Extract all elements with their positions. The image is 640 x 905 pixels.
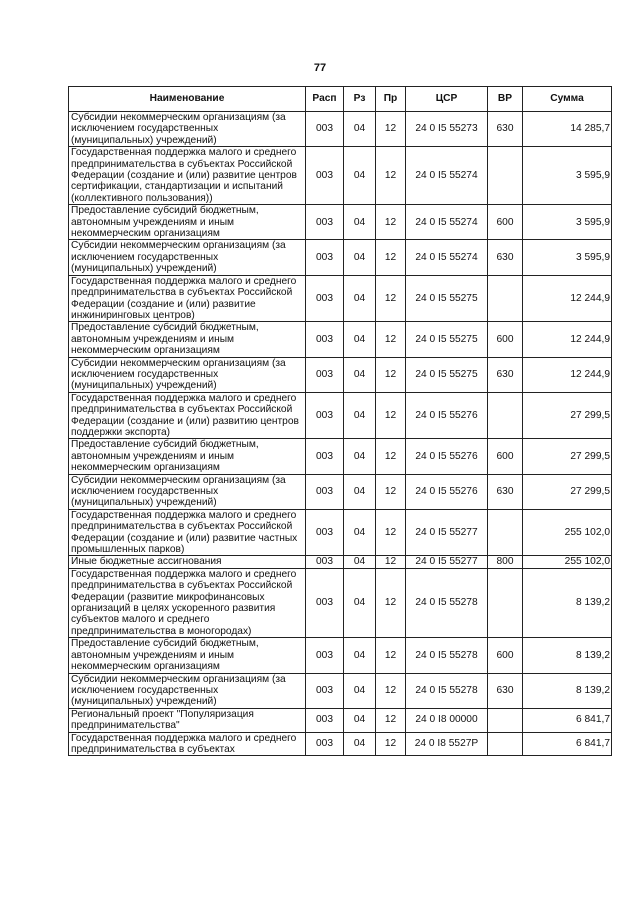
budget-allocation-table: [68, 86, 612, 756]
cell-vr: [488, 275, 523, 322]
cell-pr: 12: [376, 568, 406, 637]
cell-vr: 630: [488, 112, 523, 147]
cell-name: Субсидии некоммерческим организациям (за исключением государственных (муниципальных) учреждений): [69, 474, 306, 509]
cell-summa: 27 299,5: [523, 474, 612, 509]
cell-summa: 3 595,9: [523, 147, 612, 205]
cell-summa: 6 841,7: [523, 708, 612, 732]
cell-summa: 6 841,7: [523, 732, 612, 756]
cell-rz: 04: [344, 568, 376, 637]
cell-summa: 27 299,5: [523, 439, 612, 474]
cell-pr: 12: [376, 732, 406, 756]
cell-pr: 12: [376, 112, 406, 147]
cell-rz: 04: [344, 509, 376, 556]
cell-name: Государственная поддержка малого и среднего предпринимательства в субъектах Российской Федерации (создание и (или) развитию центров поддержки экспорта): [69, 392, 306, 439]
cell-csr: 24 0 I5 55277: [406, 556, 488, 568]
cell-vr: 630: [488, 357, 523, 392]
cell-vr: 630: [488, 673, 523, 708]
cell-rasp: 003: [306, 474, 344, 509]
cell-pr: 12: [376, 509, 406, 556]
table-row: [69, 474, 612, 509]
cell-name: Предоставление субсидий бюджетным, автономным учреждениям и иным некоммерческим организациям: [69, 638, 306, 673]
cell-csr: 24 0 I5 55274: [406, 147, 488, 205]
cell-vr: [488, 732, 523, 756]
table-row: [69, 439, 612, 474]
cell-name: Субсидии некоммерческим организациям (за исключением государственных (муниципальных) учреждений): [69, 240, 306, 275]
cell-rz: 04: [344, 708, 376, 732]
cell-name: Государственная поддержка малого и среднего предпринимательства в субъектах Российской Федерации (создание и (или) развитие частных промышленных парков): [69, 509, 306, 556]
cell-pr: 12: [376, 708, 406, 732]
table-row: [69, 673, 612, 708]
cell-csr: 24 0 I5 55276: [406, 474, 488, 509]
cell-csr: 24 0 I5 55274: [406, 205, 488, 240]
table-row: [69, 240, 612, 275]
cell-rasp: 003: [306, 708, 344, 732]
table-row: [69, 732, 612, 756]
cell-summa: 255 102,0: [523, 556, 612, 568]
cell-rasp: 003: [306, 205, 344, 240]
cell-rasp: 003: [306, 439, 344, 474]
cell-rz: 04: [344, 474, 376, 509]
cell-vr: 600: [488, 322, 523, 357]
cell-csr: 24 0 I5 55276: [406, 392, 488, 439]
cell-name: Предоставление субсидий бюджетным, автономным учреждениям и иным некоммерческим организациям: [69, 322, 306, 357]
cell-name: Государственная поддержка малого и среднего предпринимательства в субъектах Российской Федерации (развитие микрофинансовых организаций в целях ускоренного развития субъектов малого и среднего предпринимательства в моногородах): [69, 568, 306, 637]
cell-pr: 12: [376, 147, 406, 205]
cell-vr: 600: [488, 205, 523, 240]
cell-vr: [488, 708, 523, 732]
header-summa: Сумма: [523, 87, 612, 112]
cell-name: Субсидии некоммерческим организациям (за исключением государственных (муниципальных) учреждений): [69, 112, 306, 147]
cell-csr: 24 0 I5 55276: [406, 439, 488, 474]
table-row: [69, 322, 612, 357]
cell-rasp: 003: [306, 322, 344, 357]
cell-vr: [488, 392, 523, 439]
cell-rasp: 003: [306, 275, 344, 322]
cell-rz: 04: [344, 556, 376, 568]
cell-csr: 24 0 I8 5527P: [406, 732, 488, 756]
cell-rasp: 003: [306, 240, 344, 275]
cell-vr: 600: [488, 439, 523, 474]
cell-summa: 3 595,9: [523, 205, 612, 240]
cell-rasp: 003: [306, 732, 344, 756]
cell-summa: 12 244,9: [523, 322, 612, 357]
cell-pr: 12: [376, 205, 406, 240]
cell-pr: 12: [376, 240, 406, 275]
cell-csr: 24 0 I5 55278: [406, 638, 488, 673]
cell-csr: 24 0 I8 00000: [406, 708, 488, 732]
cell-vr: [488, 509, 523, 556]
header-rz: Рз: [344, 87, 376, 112]
header-csr: ЦСР: [406, 87, 488, 112]
table-row: [69, 205, 612, 240]
table-row: [69, 509, 612, 556]
cell-name: Государственная поддержка малого и среднего предпринимательства в субъектах Российской Федерации (создание и (или) развитие центров сертификации, стандартизации и испытаний (коллективного пользования)): [69, 147, 306, 205]
page-number: 77: [313, 62, 327, 74]
cell-summa: 3 595,9: [523, 240, 612, 275]
cell-rz: 04: [344, 439, 376, 474]
cell-name: Иные бюджетные ассигнования: [69, 556, 306, 568]
cell-rz: 04: [344, 732, 376, 756]
cell-pr: 12: [376, 474, 406, 509]
cell-vr: 630: [488, 474, 523, 509]
cell-name: Предоставление субсидий бюджетным, автономным учреждениям и иным некоммерческим организациям: [69, 439, 306, 474]
cell-rz: 04: [344, 147, 376, 205]
cell-vr: 800: [488, 556, 523, 568]
cell-pr: 12: [376, 322, 406, 357]
cell-rz: 04: [344, 638, 376, 673]
cell-summa: 255 102,0: [523, 509, 612, 556]
cell-rasp: 003: [306, 556, 344, 568]
cell-rz: 04: [344, 240, 376, 275]
table-header-row: [69, 87, 612, 112]
table-row: [69, 556, 612, 568]
cell-rasp: 003: [306, 568, 344, 637]
table-row: [69, 357, 612, 392]
cell-pr: 12: [376, 439, 406, 474]
cell-csr: 24 0 I5 55275: [406, 322, 488, 357]
cell-vr: [488, 568, 523, 637]
table-row: [69, 112, 612, 147]
cell-summa: 8 139,2: [523, 638, 612, 673]
cell-pr: 12: [376, 638, 406, 673]
cell-summa: 27 299,5: [523, 392, 612, 439]
cell-name: Субсидии некоммерческим организациям (за исключением государственных (муниципальных) учреждений): [69, 673, 306, 708]
cell-name: Субсидии некоммерческим организациям (за исключением государственных (муниципальных) учреждений): [69, 357, 306, 392]
cell-name: Государственная поддержка малого и среднего предпринимательства в субъектах Российской Федерации (создание и (или) развитие инжиниринговых центров): [69, 275, 306, 322]
table-row: [69, 708, 612, 732]
cell-rz: 04: [344, 322, 376, 357]
cell-rz: 04: [344, 205, 376, 240]
cell-rasp: 003: [306, 673, 344, 708]
cell-summa: 8 139,2: [523, 673, 612, 708]
cell-name: Предоставление субсидий бюджетным, автономным учреждениям и иным некоммерческим организациям: [69, 205, 306, 240]
cell-summa: 8 139,2: [523, 568, 612, 637]
cell-vr: 600: [488, 638, 523, 673]
cell-csr: 24 0 I5 55277: [406, 509, 488, 556]
cell-rasp: 003: [306, 112, 344, 147]
table-row: [69, 275, 612, 322]
cell-rasp: 003: [306, 638, 344, 673]
cell-rz: 04: [344, 357, 376, 392]
cell-pr: 12: [376, 556, 406, 568]
cell-rasp: 003: [306, 509, 344, 556]
header-pr: Пр: [376, 87, 406, 112]
cell-pr: 12: [376, 357, 406, 392]
cell-vr: 630: [488, 240, 523, 275]
cell-csr: 24 0 I5 55278: [406, 673, 488, 708]
header-vr: ВР: [488, 87, 523, 112]
cell-rz: 04: [344, 392, 376, 439]
cell-rz: 04: [344, 275, 376, 322]
cell-summa: 14 285,7: [523, 112, 612, 147]
cell-rz: 04: [344, 112, 376, 147]
cell-pr: 12: [376, 275, 406, 322]
cell-rasp: 003: [306, 147, 344, 205]
cell-csr: 24 0 I5 55278: [406, 568, 488, 637]
cell-rasp: 003: [306, 392, 344, 439]
cell-pr: 12: [376, 673, 406, 708]
cell-summa: 12 244,9: [523, 275, 612, 322]
cell-vr: [488, 147, 523, 205]
cell-csr: 24 0 I5 55273: [406, 112, 488, 147]
header-name: Наименование: [69, 87, 306, 112]
cell-csr: 24 0 I5 55275: [406, 357, 488, 392]
table-row: [69, 392, 612, 439]
cell-pr: 12: [376, 392, 406, 439]
cell-csr: 24 0 I5 55274: [406, 240, 488, 275]
cell-rz: 04: [344, 673, 376, 708]
cell-name: Государственная поддержка малого и среднего предпринимательства в субъектах: [69, 732, 306, 756]
table-row: [69, 568, 612, 637]
table-row: [69, 638, 612, 673]
table-body: [69, 112, 612, 756]
header-rasp: Расп: [306, 87, 344, 112]
cell-summa: 12 244,9: [523, 357, 612, 392]
table-row: [69, 147, 612, 205]
cell-name: Региональный проект "Популяризация предпринимательства": [69, 708, 306, 732]
cell-csr: 24 0 I5 55275: [406, 275, 488, 322]
cell-rasp: 003: [306, 357, 344, 392]
